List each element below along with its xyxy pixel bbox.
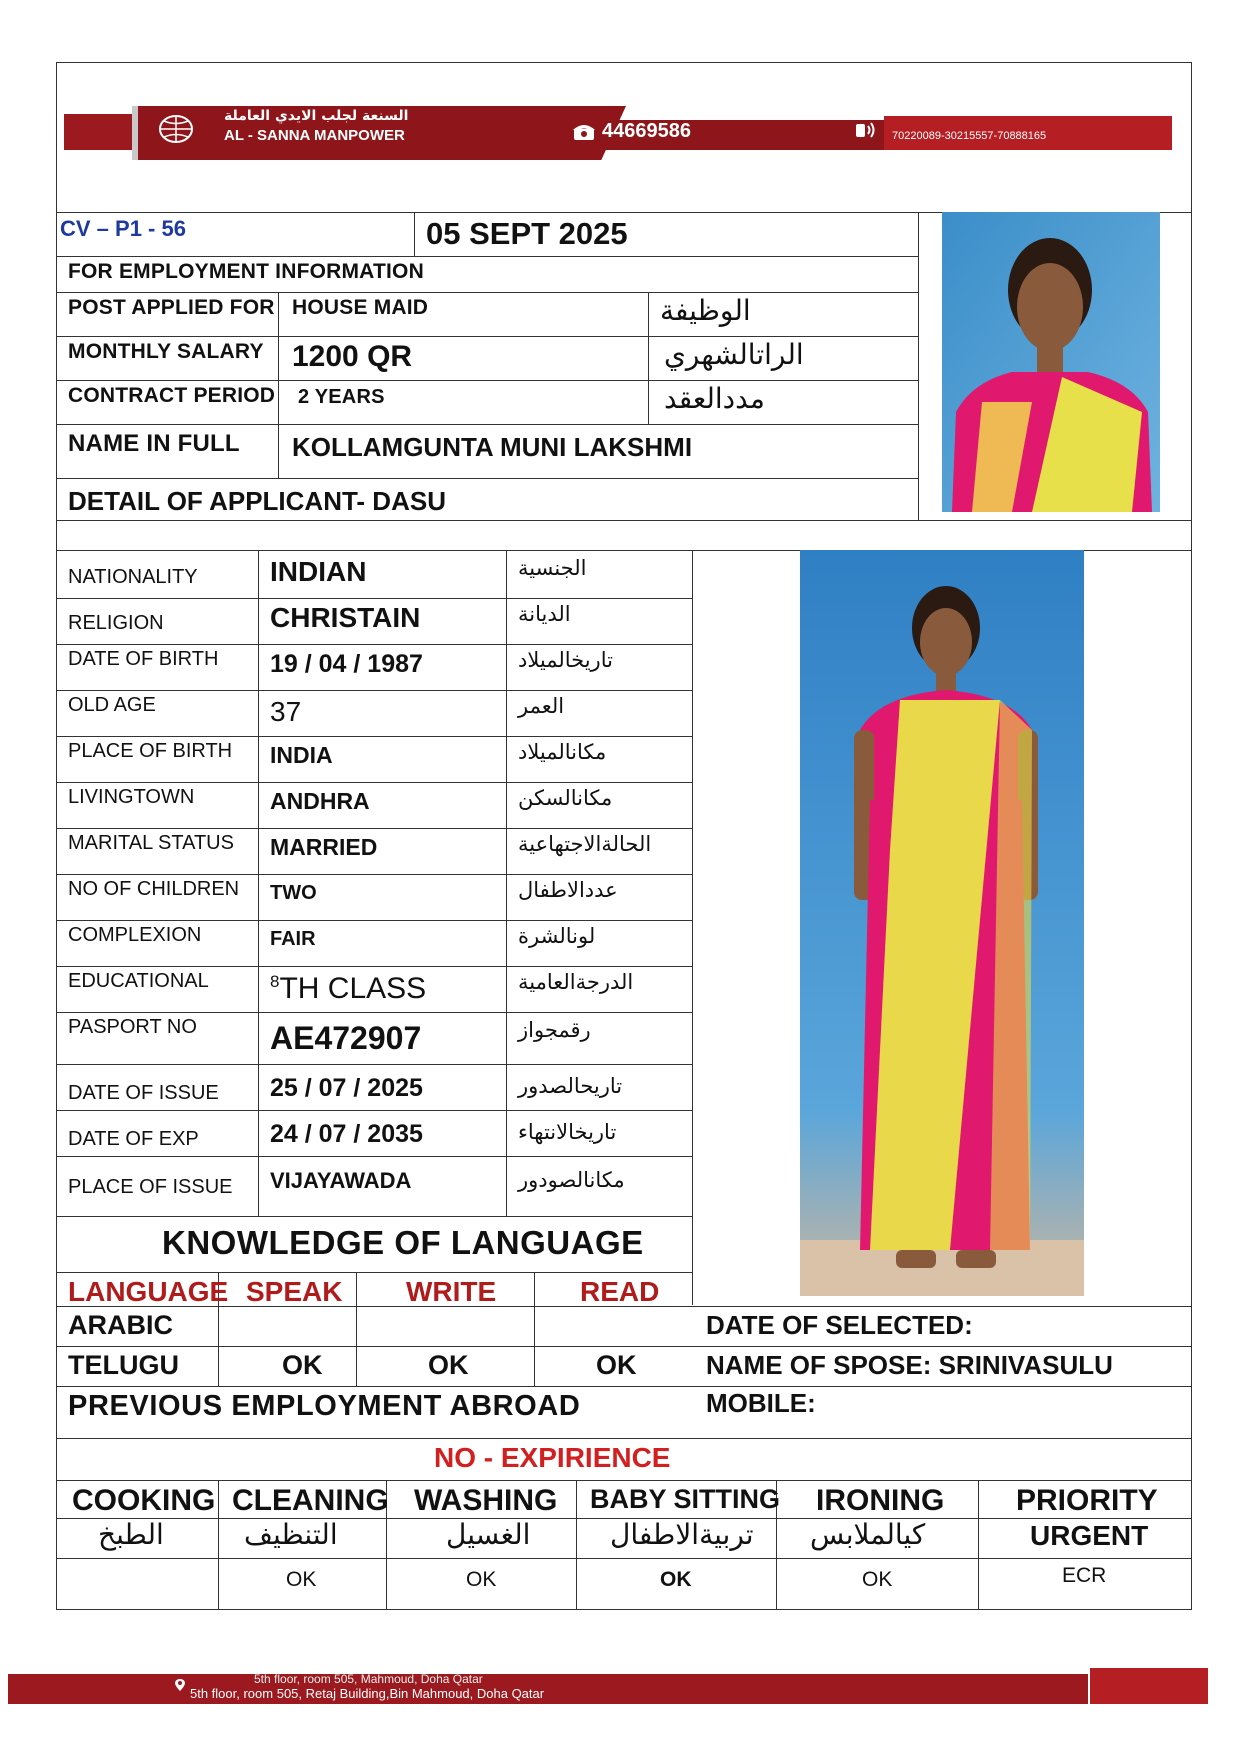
- table-row-divider: [56, 736, 692, 737]
- detail-ar: الجنسية: [518, 556, 587, 580]
- skill-header-baby-sitting: BABY SITTING: [590, 1484, 781, 1514]
- detail-label: RELIGION: [68, 612, 164, 634]
- detail-value: 19 / 04 / 1987: [270, 650, 423, 678]
- lang-row-arabic: ARABIC: [68, 1310, 173, 1340]
- detail-label: MARITAL STATUS: [68, 832, 234, 854]
- skill-value-washing: OK: [466, 1568, 497, 1591]
- footer-address-2: 5th floor, room 505, Retaj Building,Bin Mahmoud, Doha Qatar: [190, 1686, 545, 1701]
- priority-value: URGENT: [1030, 1520, 1149, 1551]
- detail-ar: عددالاطفال: [518, 878, 618, 902]
- table-row-divider: [56, 1064, 692, 1065]
- monthly-salary-value: 1200 QR: [292, 340, 413, 373]
- detail-value: AE472907: [270, 1020, 422, 1056]
- language-title: KNOWLEDGE OF LANGUAGE: [162, 1224, 644, 1261]
- skill-ar-washing: الغسيل: [446, 1518, 531, 1551]
- detail-title: DETAIL OF APPLICANT- DASU: [68, 486, 446, 516]
- monthly-salary-label: MONTHLY SALARY: [68, 340, 264, 363]
- detail-label: NO OF CHILDREN: [68, 878, 240, 900]
- employment-info-title: FOR EMPLOYMENT INFORMATION: [68, 260, 424, 283]
- detail-ar: العمر: [518, 694, 565, 718]
- detail-ar: الدرجةالعامية: [518, 970, 634, 994]
- contract-period-label: CONTRACT PERIOD: [68, 384, 276, 407]
- phone-number: 44669586: [602, 120, 691, 142]
- lang-telugu-speak: OK: [282, 1350, 323, 1380]
- detail-label: DATE OF ISSUE: [68, 1082, 219, 1104]
- skill-header-cooking: COOKING: [72, 1484, 216, 1517]
- detail-label: PASPORT NO: [68, 1016, 197, 1038]
- detail-label: DATE OF BIRTH: [68, 648, 219, 670]
- contract-period-ar: مددالعقد: [664, 382, 765, 415]
- table-row-divider: [56, 1110, 692, 1111]
- detail-label: NATIONALITY: [68, 566, 198, 588]
- table-row-divider: [56, 644, 692, 645]
- detail-ar: مكانالصودور: [518, 1168, 625, 1192]
- detail-label: EDUCATIONAL: [68, 970, 209, 992]
- mobile-numbers: 70220089-30215557-70888165: [892, 130, 1047, 142]
- detail-value: TWO: [270, 882, 317, 904]
- detail-value: MARRIED: [270, 834, 378, 860]
- applicant-full-photo: [800, 550, 1084, 1296]
- company-name-en: AL - SANNA MANPOWER: [224, 127, 405, 144]
- cv-date: 05 SEPT 2025: [426, 216, 628, 251]
- table-row-divider: [56, 966, 692, 967]
- detail-label: LIVINGTOWN: [68, 786, 195, 808]
- footer-address-1: 5th floor, room 505, Mahmoud, Doha Qatar: [254, 1672, 483, 1686]
- lang-header-read: READ: [580, 1276, 660, 1307]
- detail-ar: مكانالسكن: [518, 786, 613, 810]
- skill-ar-cleaning: التنظيف: [244, 1518, 338, 1551]
- table-row-divider: [56, 920, 692, 921]
- contract-period-value: 2 YEARS: [298, 386, 385, 408]
- table-row-divider: [56, 1216, 692, 1217]
- table-row-divider: [56, 1012, 692, 1013]
- skill-value-cleaning: OK: [286, 1568, 317, 1591]
- footer-bar: [8, 1668, 1208, 1704]
- skill-ar-baby-sitting: تربيةالاطفال: [610, 1518, 754, 1551]
- detail-value: 25 / 07 / 2025: [270, 1074, 423, 1102]
- post-applied-ar: الوظيفة: [660, 294, 751, 327]
- skill-value-baby-sitting: OK: [660, 1568, 692, 1591]
- skill-header-priority: PRIORITY: [1016, 1484, 1158, 1517]
- applicant-portrait: [942, 212, 1160, 512]
- lang-header-write: WRITE: [406, 1276, 497, 1307]
- lang-header-language: LANGUAGE: [68, 1276, 229, 1307]
- name-value: KOLLAMGUNTA MUNI LAKSHMI: [292, 432, 693, 462]
- detail-label: COMPLEXION: [68, 924, 202, 946]
- lang-header-speak: SPEAK: [246, 1276, 343, 1307]
- detail-value: INDIA: [270, 742, 333, 768]
- date-selected: DATE OF SELECTED:: [706, 1310, 973, 1340]
- skill-ar-ironing: كيالملابس: [810, 1518, 926, 1551]
- post-applied-label: POST APPLIED FOR: [68, 296, 275, 319]
- monthly-salary-ar: الراتالشهري: [664, 338, 804, 371]
- lang-telugu-write: OK: [428, 1350, 469, 1380]
- skill-value-ironing: OK: [862, 1568, 893, 1591]
- detail-value: [270, 972, 426, 1006]
- detail-ar: رقمجواز: [518, 1018, 591, 1042]
- mobile-label: MOBILE:: [706, 1388, 816, 1418]
- spouse-name: NAME OF SPOSE: SRINIVASULU: [706, 1350, 1113, 1380]
- experience-status: NO - EXPIRIENCE: [434, 1442, 671, 1473]
- previous-employment-title: PREVIOUS EMPLOYMENT ABROAD: [68, 1390, 581, 1422]
- skill-ar-cooking: الطبخ: [98, 1518, 164, 1551]
- post-applied-value: HOUSE MAID: [292, 296, 429, 319]
- table-row-divider: [56, 782, 692, 783]
- detail-label: PLACE OF ISSUE: [68, 1176, 233, 1198]
- table-row-divider: [56, 828, 692, 829]
- detail-value: 24 / 07 / 2035: [270, 1120, 423, 1148]
- detail-ar: الديانة: [518, 602, 571, 626]
- detail-label: DATE OF EXP: [68, 1128, 199, 1150]
- cv-id: CV – P1 - 56: [60, 216, 186, 241]
- detail-value: ANDHRA: [270, 788, 370, 814]
- detail-value: INDIAN: [270, 556, 367, 587]
- table-row-divider: [56, 874, 692, 875]
- detail-ar: مكانالميلاد: [518, 740, 607, 764]
- company-name-ar: السنعة لجلب الايدي العاملة: [224, 108, 409, 124]
- lang-telugu-read: OK: [596, 1350, 637, 1380]
- skill-header-washing: WASHING: [414, 1484, 558, 1517]
- detail-ar: تاريخالانتهاء: [518, 1120, 617, 1144]
- location-pin-icon: [174, 1678, 186, 1692]
- detail-value: FAIR: [270, 928, 316, 950]
- education-value: TH CLASS: [279, 972, 427, 1005]
- detail-ar: تاريحالصدور: [518, 1074, 623, 1098]
- lang-row-telugu: TELUGU: [68, 1350, 179, 1380]
- skill-header-cleaning: CLEANING: [232, 1484, 389, 1517]
- table-row-divider: [56, 690, 692, 691]
- name-label: NAME IN FULL: [68, 430, 240, 457]
- detail-ar: الحالةالاجتهاعية: [518, 832, 652, 856]
- detail-ar: تاريخالميلاد: [518, 648, 613, 672]
- table-row-divider: [56, 598, 692, 599]
- detail-label: OLD AGE: [68, 694, 156, 716]
- detail-value: 37: [270, 696, 302, 727]
- detail-label: PLACE OF BIRTH: [68, 740, 233, 762]
- detail-value: VIJAYAWADA: [270, 1168, 412, 1193]
- education-superscript: 8: [270, 972, 280, 991]
- detail-ar: لونالشرة: [518, 924, 596, 948]
- table-row-divider: [56, 1156, 692, 1157]
- skill-value-priority: ECR: [1062, 1564, 1107, 1587]
- skill-header-ironing: IRONING: [816, 1484, 945, 1517]
- detail-value: CHRISTAIN: [270, 602, 421, 633]
